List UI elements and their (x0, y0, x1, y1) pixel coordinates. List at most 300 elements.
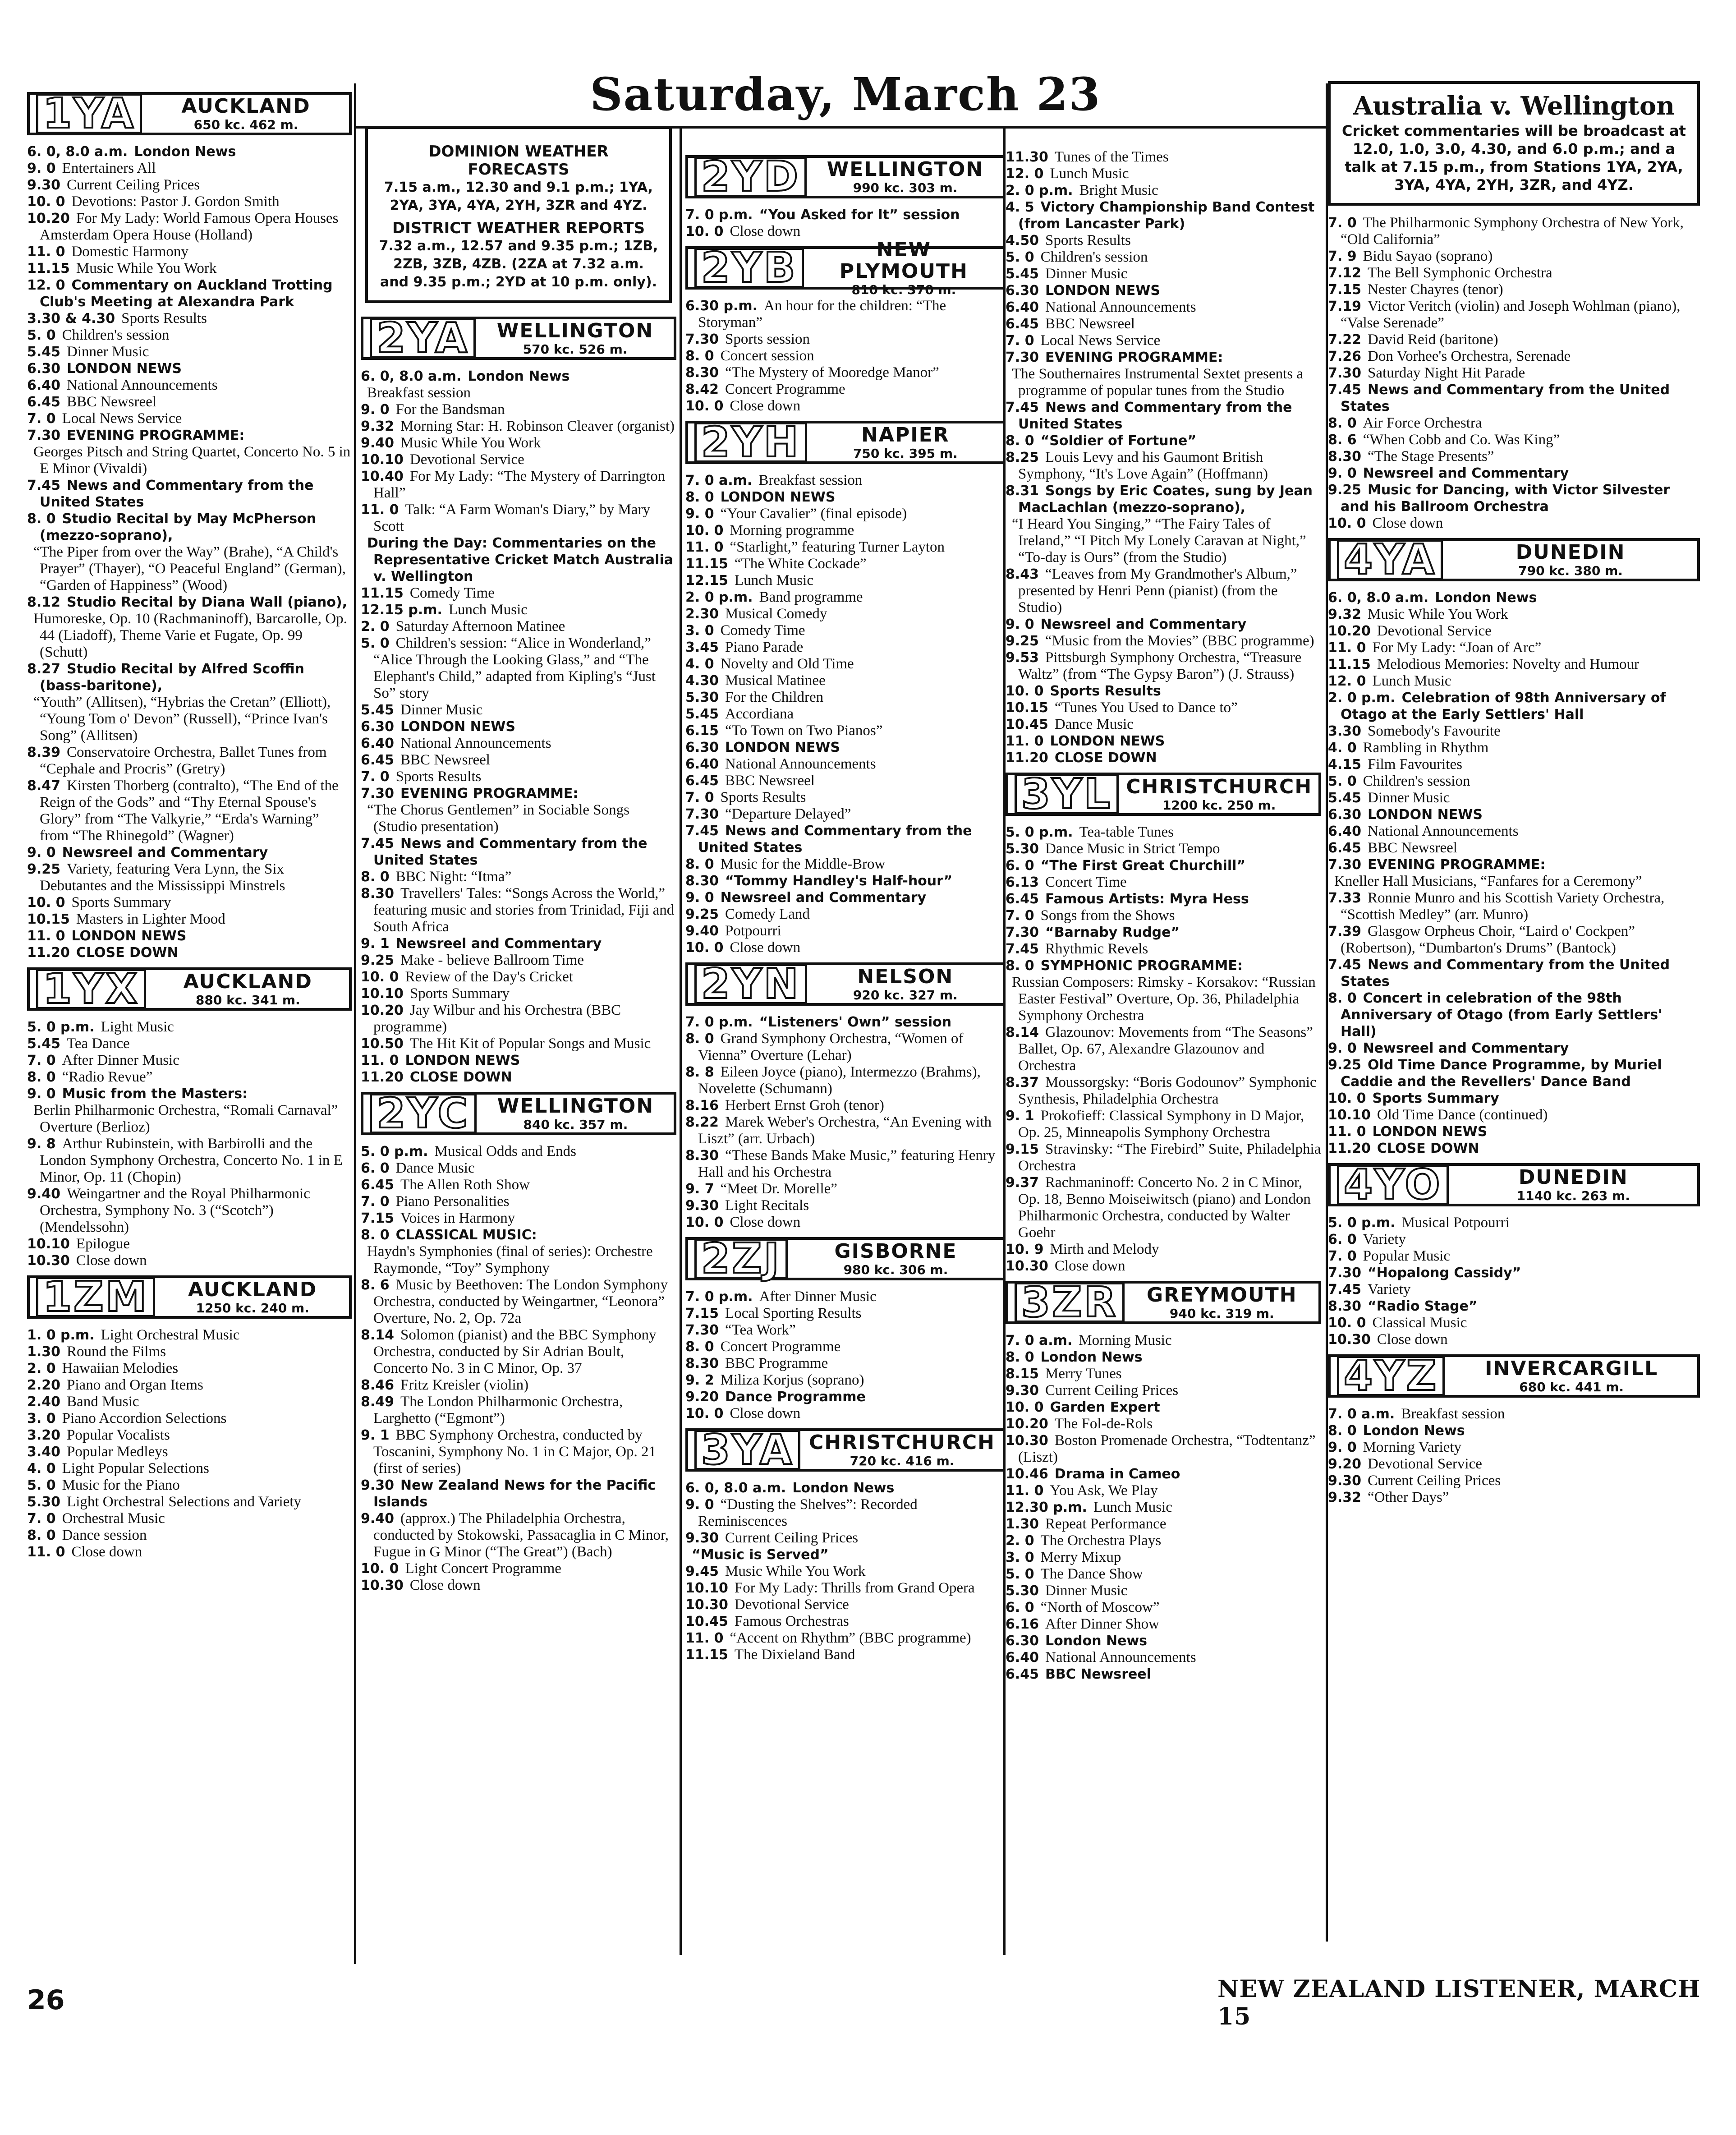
programme-entry (361, 368, 676, 385)
programme-time: 8.31 (1006, 483, 1039, 499)
programme-entry (361, 585, 676, 602)
programme-entry (27, 1427, 352, 1444)
programme-entry (1006, 699, 1321, 716)
programme-entry (27, 744, 352, 778)
programme-entry (27, 277, 352, 310)
station-call-sign: 2YD (694, 156, 807, 197)
programme-time: 7. 0 p.m. (685, 1289, 753, 1305)
programme-time: 2. 0 (361, 619, 390, 635)
programme-entry (1328, 790, 1700, 806)
programme-entry (1328, 1472, 1700, 1489)
programme-time: 7.33 (1328, 890, 1362, 906)
station-call-sign: 2YB (694, 248, 804, 288)
programme-description: “The White Cockade” (734, 556, 867, 572)
station-call-sign: 2YA (370, 318, 476, 359)
programme-time: 8. 6 (361, 1277, 390, 1293)
programme-description: Russian Composers: Rimsky - Korsakov: “Russian Easter Festival” Overture, Op. 36, Philadelphia Symphony Orchestra (1012, 974, 1316, 1024)
programme-time: 7. 0 (27, 1053, 56, 1068)
programme-entry (1328, 840, 1700, 856)
station-info (814, 424, 997, 461)
programme-description: Melodious Memories: Novelty and Humour (1377, 656, 1639, 672)
programme-time: 5. 0 p.m. (1328, 1215, 1396, 1231)
programme-entry (685, 572, 1006, 589)
programme-entry (1006, 750, 1321, 766)
programme-entry (1006, 449, 1321, 483)
programme-entry (361, 1377, 676, 1394)
programme-description: Close down (76, 1252, 147, 1269)
programme-entry (1328, 365, 1700, 382)
programme-entry (361, 635, 676, 702)
programme-description: Popular Medleys (67, 1444, 168, 1460)
programme-description: Close down (730, 1214, 801, 1230)
station-listing (1006, 1278, 1321, 1683)
programme-time: 12. 0 (27, 277, 65, 293)
programme-entry (1006, 299, 1321, 316)
programme-time: 9.25 (27, 861, 61, 877)
programme-time: 7. 0 p.m. (685, 207, 753, 223)
programme-time: 6.16 (1006, 1616, 1039, 1632)
programme-time: 11. 0 (27, 244, 65, 260)
programme-entry (1328, 1298, 1700, 1315)
column-rule (680, 129, 682, 1955)
programme-time: 8.30 (685, 1356, 719, 1371)
programme-entry (1328, 823, 1700, 840)
programme-description: Pittsburgh Symphony Orchestra, “Treasure Waltz” (from “The Gypsy Baron”) (J. Strauss) (1018, 649, 1302, 682)
programme-entry (1328, 382, 1700, 415)
programme-time: 9.32 (1328, 1490, 1362, 1505)
programme-entry (27, 344, 352, 360)
programme-description: After Dinner Music (759, 1288, 877, 1305)
programme-description: For My Lady: “Joan of Arc” (1372, 640, 1542, 656)
programme-entry (1006, 974, 1321, 1024)
programme-entry (1006, 1382, 1321, 1399)
programme-entry (685, 223, 1006, 240)
programme-description: Masters in Lighter Mood (76, 911, 225, 927)
programme-entry (27, 611, 352, 661)
station-city: WELLINGTON (496, 319, 654, 342)
programme-entry (361, 969, 676, 985)
programme-description: Piano Parade (725, 639, 804, 655)
programme-entry (361, 618, 676, 635)
programme-description: “Soldier of Fortune” (1040, 433, 1197, 449)
programme-description: BBC Newsreel (1368, 840, 1457, 856)
programme-entry (361, 1577, 676, 1594)
programme-entry (1328, 673, 1700, 690)
programme-entry (1328, 1315, 1700, 1331)
programme-time: 9. 7 (685, 1181, 714, 1197)
programme-time: 12.15 (685, 573, 728, 589)
programme-time: 9. 2 (685, 1372, 714, 1388)
station-info (808, 1432, 997, 1468)
programme-entry (685, 1197, 1006, 1214)
station-info (1452, 1358, 1691, 1394)
programme-time: 11.15 (1328, 657, 1371, 672)
programme-description: Voices in Harmony (400, 1210, 515, 1226)
programme-description: London News (1435, 590, 1537, 606)
programme-entry (361, 1477, 676, 1510)
programme-entry (1006, 1366, 1321, 1382)
programme-description: Glasgow Orpheus Choir, “Laird o' Cockpen” (Robertson), “Dumbarton's Drums” (Bantock) (1341, 923, 1635, 956)
station-frequency: 920 kc. 327 m. (853, 987, 958, 1003)
programme-time: 9.20 (1328, 1456, 1362, 1472)
programme-time: 9. 1 (361, 936, 390, 952)
programme-time: 7.30 (1006, 925, 1039, 940)
programme-entry (27, 1360, 352, 1377)
programme-entry (1006, 366, 1321, 399)
station-frequency: 680 kc. 441 m. (1519, 1379, 1624, 1394)
programme-description: Victor Veritch (violin) and Joseph Wohlman (piano), “Valse Serenade” (1341, 298, 1681, 331)
programme-time: 9. 0 (1006, 617, 1034, 632)
programme-entry (1328, 606, 1700, 623)
programme-description: After Dinner Music (62, 1052, 179, 1068)
programme-description: Dance session (62, 1527, 147, 1543)
programme-description: Tunes of the Times (1054, 149, 1169, 165)
station-header (361, 314, 676, 362)
column-rule (354, 83, 356, 1964)
programme-entry (685, 656, 1006, 672)
station-frequency: 990 kc. 303 m. (853, 180, 958, 195)
programme-description: LONDON NEWS (720, 489, 836, 505)
programme-description: LONDON NEWS (1050, 733, 1165, 749)
station-city: DUNEDIN (1518, 1165, 1628, 1189)
programme-entry (27, 377, 352, 394)
programme-time: 5.30 (27, 1494, 61, 1510)
programme-entry (1328, 1331, 1700, 1348)
station-call-sign: 1ZM (36, 1277, 155, 1317)
programme-description: Music by Beethoven: The London Symphony Orchestra, conducted by Weingartner, “Leonora” Overture, No. 2, Op. 72a (373, 1277, 668, 1326)
programme-time: 9.32 (361, 419, 395, 434)
programme-entry (685, 789, 1006, 806)
programme-entry (27, 360, 352, 377)
programme-entry (361, 1143, 676, 1160)
station-call-sign: 3ZR (1015, 1282, 1125, 1323)
station-header (1328, 1160, 1700, 1209)
programme-entry (1006, 1108, 1321, 1141)
programme-time: 6.40 (1006, 299, 1039, 315)
programme-description: Newsreel and Commentary (1363, 1040, 1569, 1056)
programme-description: For the Children (725, 689, 824, 705)
programme-description: Bright Music (1079, 182, 1158, 198)
programme-description: Breakfast session (758, 472, 863, 488)
programme-description: Dinner Music (67, 344, 149, 360)
programme-entry (361, 785, 676, 802)
programme-description: Morning Variety (1363, 1439, 1462, 1455)
programme-time: 8. 0 (685, 1339, 714, 1355)
programme-entry (685, 1147, 1006, 1181)
station-info (162, 1279, 343, 1316)
programme-time: 1.30 (1006, 1516, 1039, 1532)
programme-entry (685, 539, 1006, 556)
programme-description: An hour for the children: “The Storyman” (698, 298, 946, 331)
programme-description: CLASSICAL MUSIC: (395, 1227, 537, 1243)
programme-entry (1006, 633, 1321, 649)
programme-entry (685, 622, 1006, 639)
programme-description: Musical Odds and Ends (434, 1143, 576, 1160)
programme-time: 9. 1 (1006, 1108, 1034, 1124)
station-city: GISBORNE (834, 1239, 957, 1263)
programme-entry (1006, 149, 1321, 166)
programme-description: Variety, featuring Vera Lynn, the Six Debutantes and the Mississippi Minstrels (40, 861, 285, 894)
station-city: NELSON (857, 965, 954, 988)
programme-time: 9.30 (1328, 1473, 1362, 1489)
station-header (1328, 535, 1700, 584)
programme-description: Glazounov: Movements from “The Seasons” Ballet, Op. 67, Alexandre Glazounov and Orchestra (1018, 1024, 1313, 1074)
programme-entry (1328, 1057, 1700, 1090)
programme-time: 7. 0 a.m. (1006, 1333, 1073, 1348)
programme-entry (685, 1389, 1006, 1405)
programme-description: Music for the Middle-Brow (720, 856, 886, 872)
programme-entry (27, 844, 352, 861)
programme-time: 9. 0 (685, 506, 714, 522)
programme-entry (361, 885, 676, 935)
programme-entry (685, 348, 1006, 364)
programme-description: Merry Mixup (1040, 1549, 1121, 1565)
programme-description: Sports Results (1050, 683, 1161, 699)
programme-description: Repeat Performance (1045, 1516, 1167, 1532)
programme-description: The Hit Kit of Popular Songs and Music (409, 1035, 651, 1052)
programme-description: “Music from the Movies” (BBC programme) (1045, 633, 1314, 649)
programme-time: 8.12 (27, 594, 61, 610)
station-frequency: 720 kc. 416 m. (850, 1453, 955, 1468)
programme-time: 8.30 (685, 365, 719, 381)
programme-time: 5. 0 p.m. (27, 1019, 95, 1035)
programme-time: 10. 0 (1328, 515, 1366, 531)
station-header (27, 89, 352, 138)
programme-time: 5. 0 (1006, 249, 1034, 265)
programme-time: 7.30 (685, 806, 719, 822)
programme-description: LONDON NEWS (1368, 807, 1483, 823)
programme-time: 7.30 (1006, 350, 1039, 365)
programme-time: 6. 0 (361, 1160, 390, 1176)
programme-entry (27, 1544, 352, 1560)
station-frequency: 570 kc. 526 m. (523, 341, 628, 357)
programme-time: 2.30 (685, 606, 719, 622)
programme-entry (361, 735, 676, 752)
programme-description: SYMPHONIC PROGRAMME: (1040, 958, 1243, 974)
programme-description: “Accent on Rhythm” (BBC programme) (730, 1630, 971, 1646)
programme-description: New Zealand News for the Pacific Islands (373, 1477, 656, 1510)
station-info (483, 320, 667, 357)
programme-description: Old Time Dance (continued) (1377, 1107, 1548, 1123)
programme-description: Sports Results (720, 789, 806, 805)
programme-time: 7.30 (27, 428, 61, 443)
programme-time: 10.10 (361, 986, 404, 1002)
programme-time: 11. 0 (1328, 1124, 1366, 1140)
programme-description: Make - believe Ballroom Time (400, 952, 584, 968)
programme-entry (1328, 465, 1700, 482)
programme-description: “The First Great Churchill” (1040, 858, 1246, 874)
programme-time: 2.20 (27, 1377, 61, 1393)
programme-description: Close down (730, 223, 801, 239)
programme-description: Light Popular Selections (62, 1460, 209, 1477)
programme-description: Light Concert Programme (405, 1560, 561, 1577)
programme-entry (1006, 874, 1321, 891)
programme-description: “When Cobb and Co. Was King” (1363, 432, 1560, 448)
programme-description: Morning programme (730, 522, 854, 538)
programme-time: 6. 0, 8.0 a.m. (685, 1480, 786, 1496)
programme-description: Miliza Korjus (soprano) (720, 1372, 864, 1388)
programme-description: Children's session (62, 327, 170, 343)
programme-time: 5.45 (361, 702, 395, 718)
programme-description: London News (1045, 1633, 1148, 1649)
station-listing (685, 962, 1006, 1231)
programme-entry (685, 923, 1006, 939)
programme-description: Sports Results (1045, 232, 1131, 248)
programme-entry (27, 1019, 352, 1035)
programme-description: “Barnaby Rudge” (1045, 925, 1180, 940)
programme-time: 9.40 (361, 435, 395, 451)
weather-text-reports: 7.32 a.m., 12.57 and 9.35 p.m.; 1ZB, 2ZB, 3ZB, 4ZB. (2ZA at 7.32 a.m. and 9.35 p.m.; 2YD at 10 p.m. only). (379, 238, 658, 290)
station-call-sign: 4YZ (1337, 1356, 1445, 1396)
programme-description: (approx.) The Philadelphia Orchestra, conducted by Stokowski, Passacaglia in C Minor, Fugue in G Minor (“The Great”) (Bach) (373, 1510, 669, 1560)
programme-time: 9.37 (1006, 1175, 1039, 1191)
programme-description: Novelty and Old Time (720, 656, 854, 672)
station-frequency: 1200 kc. 250 m. (1162, 797, 1276, 813)
programme-time: 9. 0 (685, 890, 714, 906)
station-call-sign: 2ZJ (694, 1238, 788, 1279)
programme-description: For My Lady: World Famous Opera Houses Amsterdam Opera House (Holland) (40, 210, 339, 243)
programme-description: Moussorgsky: “Boris Godounov” Symphonic Synthesis, Philadelphia Orchestra (1018, 1074, 1317, 1107)
programme-entry (27, 260, 352, 277)
programme-time: 8.25 (1006, 450, 1039, 465)
programme-entry (27, 394, 352, 410)
programme-description: Variety (1363, 1231, 1406, 1247)
programme-entry (1328, 773, 1700, 790)
programme-time: 10. 0 (685, 398, 724, 414)
programme-description: You Ask, We Play (1050, 1482, 1158, 1499)
programme-time: 10. 0 (361, 969, 399, 985)
programme-time: 7.26 (1328, 349, 1362, 364)
weather-heading-reports: DISTRICT WEATHER REPORTS (392, 219, 645, 237)
programme-time: 10.30 (1006, 1258, 1048, 1274)
station-listing (685, 1428, 1006, 1663)
programme-time: 3.40 (27, 1444, 61, 1460)
programme-description: “Starlight,” featuring Turner Layton (730, 539, 945, 555)
programme-entry (685, 589, 1006, 606)
programme-time: 7. 0 (361, 1194, 390, 1210)
programme-entry (361, 952, 676, 969)
programme-description: Georges Pitsch and String Quartet, Concerto No. 5 in E Minor (Vivaldi) (33, 444, 351, 477)
station-listing (1006, 770, 1321, 1275)
programme-time: 12.15 p.m. (361, 602, 442, 618)
programme-description: Lunch Music (1372, 673, 1451, 689)
programme-entry (1328, 957, 1700, 990)
programme-entry (685, 1546, 1006, 1563)
programme-description: Musical Matinee (725, 672, 826, 689)
programme-entry (1006, 824, 1321, 841)
station-info (1132, 1284, 1312, 1321)
programme-description: Devotional Service (1377, 623, 1492, 639)
programme-time: 6.30 (27, 361, 61, 377)
station-call-sign: 1YA (36, 93, 142, 134)
programme-time: 3.20 (27, 1427, 61, 1443)
programme-time: 10.46 (1006, 1466, 1048, 1482)
programme-description: Lunch Music (1050, 166, 1129, 182)
programme-time: 5. 0 (27, 1477, 56, 1493)
programme-entry (361, 752, 676, 768)
programme-time: 7. 0 (361, 769, 390, 785)
programme-time: 10. 0 (1006, 1399, 1044, 1415)
station-info (484, 1095, 667, 1132)
station-call-sign: 2YN (694, 964, 807, 1004)
programme-entry (1006, 1583, 1321, 1599)
programme-entry (1328, 1422, 1700, 1439)
programme-entry (1006, 841, 1321, 857)
programme-description: Review of the Day's Cricket (405, 969, 573, 985)
programme-entry (685, 398, 1006, 414)
programme-entry (685, 1355, 1006, 1372)
programme-entry (1006, 1649, 1321, 1666)
programme-description: “The Piper from over the Way” (Brahe), “A Child's Prayer” (Thayer), “O Peaceful England” (German), “Garden of Happiness” (Wood) (33, 544, 346, 594)
programme-entry (1006, 924, 1321, 941)
programme-entry (1006, 249, 1321, 266)
programme-description: Haydn's Symphonies (final of series): Orchestre Raymonde, “Toy” Symphony (367, 1243, 653, 1276)
programme-entry (1328, 515, 1700, 532)
programme-time: 8.43 (1006, 566, 1039, 582)
programme-entry (1006, 266, 1321, 282)
programme-entry (1006, 349, 1321, 366)
programme-description: LONDON NEWS (71, 928, 187, 944)
cricket-box-title: Australia v. Wellington (1353, 91, 1675, 121)
programme-entry (27, 210, 352, 244)
programme-entry (27, 1394, 352, 1410)
station-info (814, 966, 997, 1003)
programme-description: Newsreel and Commentary (1363, 465, 1569, 481)
programme-entry (685, 207, 1006, 223)
programme-time: 10. 0 (361, 1561, 399, 1577)
programme-time: 10. 0 (685, 1215, 724, 1230)
cricket-box-text: Cricket commentaries will be broadcast at 12.0, 1.0, 3.0, 4.30, and 6.0 p.m.; and a talk at 7.15 p.m., from Stations 1YA, 2YA, 3YA, 4YA, 2YH, 3ZR, and 4YZ. (1342, 122, 1686, 193)
programme-time: 9. 0 (27, 845, 56, 860)
programme-time: 8.16 (685, 1098, 719, 1114)
programme-time: 6. 0 (1328, 1232, 1357, 1247)
programme-entry (1006, 399, 1321, 433)
programme-description: Local News Service (1040, 332, 1161, 349)
station-info (1450, 542, 1691, 578)
programme-entry (361, 1510, 676, 1560)
programme-entry (361, 451, 676, 468)
station-city: AUCKLAND (188, 1278, 317, 1301)
programme-entry (1006, 1599, 1321, 1616)
programme-description: Nester Chayres (tenor) (1368, 281, 1503, 298)
programme-entry (361, 1560, 676, 1577)
programme-description: Rhythmic Revels (1045, 941, 1148, 957)
programme-time: 9.25 (1328, 1057, 1362, 1073)
programme-time: 7. 0 p.m. (685, 1014, 753, 1030)
programme-entry (1006, 282, 1321, 299)
programme-time: 8. 0 (685, 856, 714, 872)
programme-description: Local News Service (62, 410, 182, 427)
programme-description: BBC Night: “Itma” (395, 869, 512, 885)
programme-description: Dance Music in Strict Tempo (1045, 841, 1220, 857)
programme-time: 9. 8 (27, 1136, 56, 1152)
programme-time: 3.30 (1328, 723, 1362, 739)
programme-entry (685, 889, 1006, 906)
programme-entry (1328, 1215, 1700, 1231)
programme-entry (1006, 1258, 1321, 1275)
column-4 (1006, 149, 1321, 1689)
programme-entry (1006, 1024, 1321, 1074)
programme-description: Somebody's Favourite (1368, 723, 1501, 739)
programme-entry (361, 502, 676, 535)
programme-description: Newsreel and Commentary (395, 936, 602, 952)
programme-description: “Music is Served” (692, 1547, 829, 1563)
programme-description: Newsreel and Commentary (720, 890, 927, 906)
programme-description: Don Vorhee's Orchestra, Serenade (1368, 348, 1571, 364)
programme-description: For My Lady: “The Mystery of Darrington Hall” (373, 468, 666, 501)
programme-entry (27, 861, 352, 894)
programme-time: 5.30 (685, 690, 719, 705)
